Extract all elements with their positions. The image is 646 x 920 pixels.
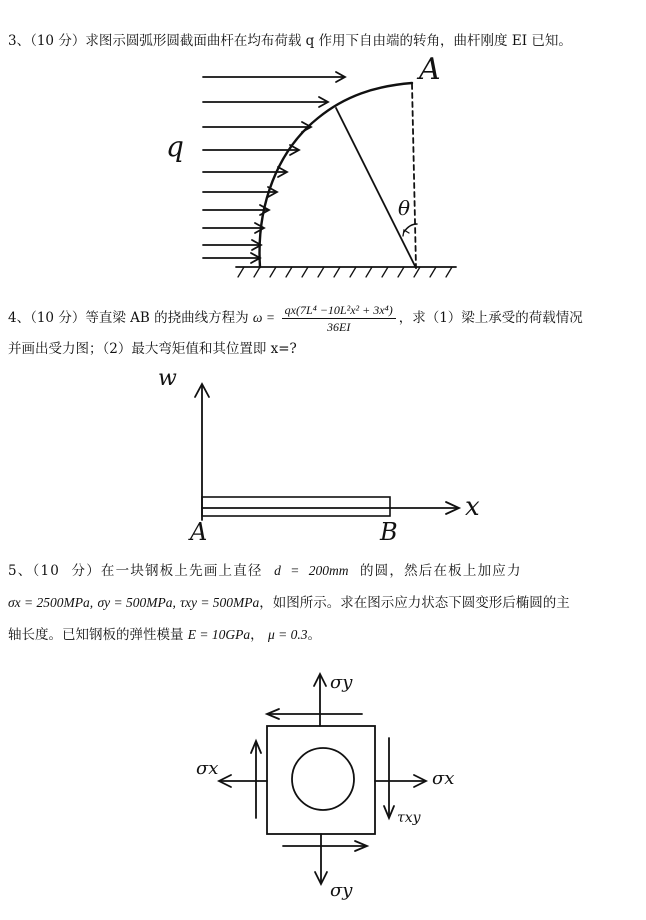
point-b-label: B (380, 518, 398, 546)
fraction-numerator: qx(7L⁴ −10L²x² + 3x⁴) (282, 302, 396, 319)
steel-plate-square (267, 726, 375, 834)
question-number: 4、 (8, 310, 31, 326)
diameter-expr: d = 200mm (274, 563, 349, 578)
question-body-continued: 的圆，然后在板上加应力 (359, 563, 522, 579)
w-axis-label: w (158, 366, 177, 391)
question-body: 在一块钢板上先画上直径 (100, 563, 263, 579)
question-score: （10 分） (32, 563, 101, 579)
fraction-denominator: 36EI (327, 320, 351, 334)
question-5-line-3: 轴长度。已知钢板的弹性模量 E = 10GPa， μ = 0.3。 (8, 627, 321, 643)
sigma-x-left-label: σx (196, 758, 219, 779)
sigma-y-expr: σy = 500MPa, (97, 595, 176, 610)
tau-xy-label: τxy (397, 810, 421, 826)
x-axis-label: x (465, 492, 480, 522)
point-a-label: A (190, 518, 208, 546)
drawn-circle (292, 748, 354, 810)
question-body-continued: ，求（1）梁上承受的荷载情况 (398, 310, 583, 326)
sigma-y-bottom-label: σy (330, 880, 353, 901)
sigma-x-right-label: σx (432, 768, 455, 789)
load-q-label: q (166, 130, 184, 163)
question-score: （10 分） (30, 310, 86, 326)
question-4-line-2: 并画出受力图；（2）最大弯矩值和其位置即 x=? (8, 341, 297, 357)
period: 。 (307, 627, 321, 643)
equals-sign: = (266, 310, 275, 325)
point-a-label: A (419, 52, 441, 87)
question-body: 求图示圆弧形圆截面曲杆在均布荷载 q 作用下自由端的转角，曲杆刚度 EI 已知。 (85, 33, 572, 49)
question-number: 5、 (8, 563, 33, 579)
tau-xy-expr: τxy = 500MPa (180, 595, 260, 610)
sigma-y-top-label: σy (330, 672, 353, 693)
sigma-x-expr: σx = 2500MPa, (8, 595, 94, 610)
theta-label: θ (398, 196, 411, 220)
question-body-continued: ，如图所示。求在图示应力状态下圆变形后椭圆的主 (259, 595, 570, 611)
omega-symbol: ω (252, 310, 263, 325)
poisson-expr: μ = 0.3 (267, 627, 308, 642)
question-score: （10 分） (30, 33, 86, 49)
question-body-end: 轴长度。已知钢板的弹性模量 (8, 627, 184, 643)
modulus-expr: E = 10GPa (187, 627, 251, 642)
question-number: 3、 (8, 33, 31, 49)
question-body: 等直梁 AB 的挠曲线方程为 (85, 310, 249, 326)
